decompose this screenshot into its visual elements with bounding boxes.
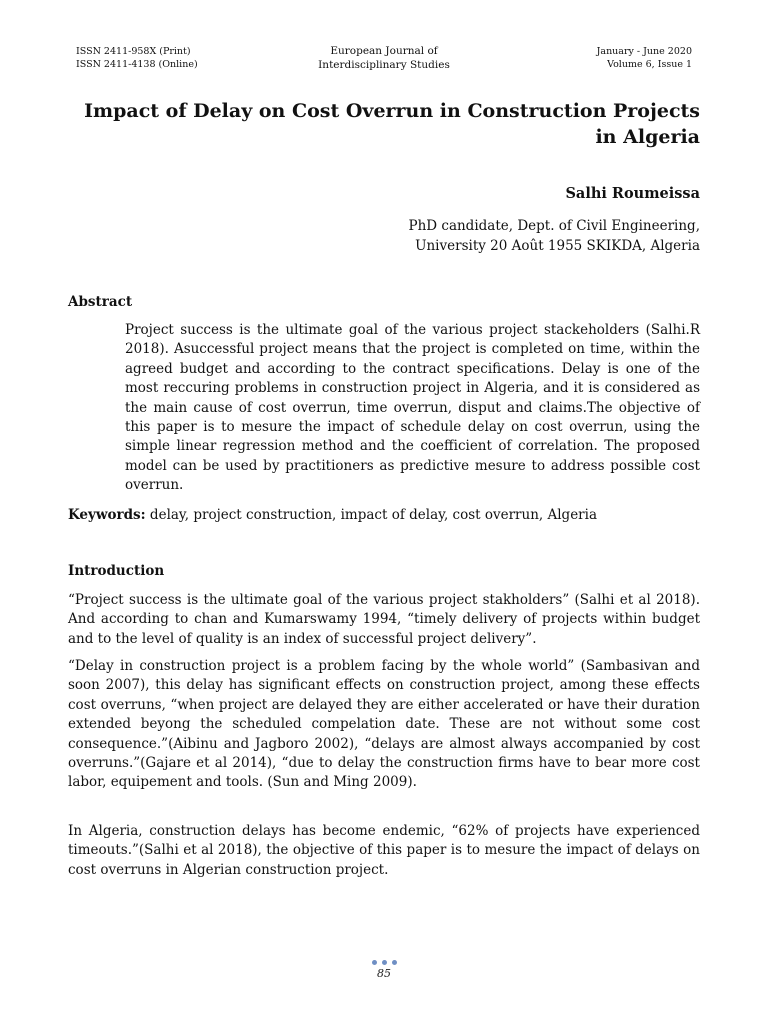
issue-date: January - June 2020 (596, 46, 692, 57)
paper-title: Impact of Delay on Cost Overrun in Construction Projects in Algeria (84, 100, 700, 148)
intro-paragraph-1: “Project success is the ultimate goal of the various project stakholders” (Salhi et al 2018). And according to chan and Kumarswamy 1994, “timely delivery of projects within budget and to the level of quality is an index of successful project delivery”. (68, 592, 700, 647)
keywords-list: delay, project construction, impact of delay, cost overrun, Algeria (145, 507, 598, 523)
issn-print: ISSN 2411-958X (Print) (76, 46, 191, 57)
page-number: 85 (377, 967, 391, 980)
ornament-dot (392, 960, 397, 965)
issue-volume: Volume 6, Issue 1 (607, 59, 692, 70)
affiliation-line2: University 20 Août 1955 SKIKDA, Algeria (415, 238, 700, 254)
ornament-dot (382, 960, 387, 965)
header-issue (597, 45, 692, 71)
keywords-label: Keywords: (68, 507, 146, 523)
keywords (68, 506, 700, 525)
journal-name-line2: Interdisciplinary Studies (318, 59, 450, 71)
journal-name-line1: European Journal of (330, 45, 438, 57)
ornament-dot (372, 960, 377, 965)
intro-paragraph-2: “Delay in construction project is a problem facing by the whole world” (Sambasivan and soon 2007), this delay has significant effects on construction project, among these effects cost overruns, “when project are delayed they are either accelerated or have their duration extended beyong the scheduled compelation date. These are not without some cost consequence.”(Aibinu and Jagboro 2002), “delays are almost always accompanied by cost overruns.”(Gajare et al 2014), “due to delay the construction firms have to bear more cost labor, equipement and tools. (Sun and Ming 2009). (68, 658, 700, 791)
affiliation-line1: PhD candidate, Dept. of Civil Engineering, (408, 218, 700, 234)
author-affiliation (68, 216, 700, 256)
issn-online: ISSN 2411-4138 (Online) (76, 59, 198, 70)
author-name: Salhi Roumeissa (565, 185, 700, 202)
intro-paragraph-3: In Algeria, construction delays has become endemic, “62% of projects have experienced timeouts.”(Salhi et al 2018), the objective of this paper is to mesure the impact of delays on cost overruns in Algerian construction project. (68, 823, 700, 878)
introduction-heading: Introduction (68, 563, 165, 579)
abstract-heading: Abstract (68, 294, 133, 310)
abstract-text: Project success is the ultimate goal of the various project stackeholders (Salhi.R 2018). Asuccessful project means that the project is completed on time, within the agreed budget and according to the contract specifications. Delay is one of the most reccuring problems in construction project in Algeria, and it is considered as the main cause of cost overrun, time overrun, disput and claims.The objective of this paper is to mesure the impact of schedule delay on cost overrun, using the simple linear regression method and the coefficient of correlation. The proposed model can be used by practitioners as predictive mesure to address possible cost overrun. (125, 322, 700, 494)
